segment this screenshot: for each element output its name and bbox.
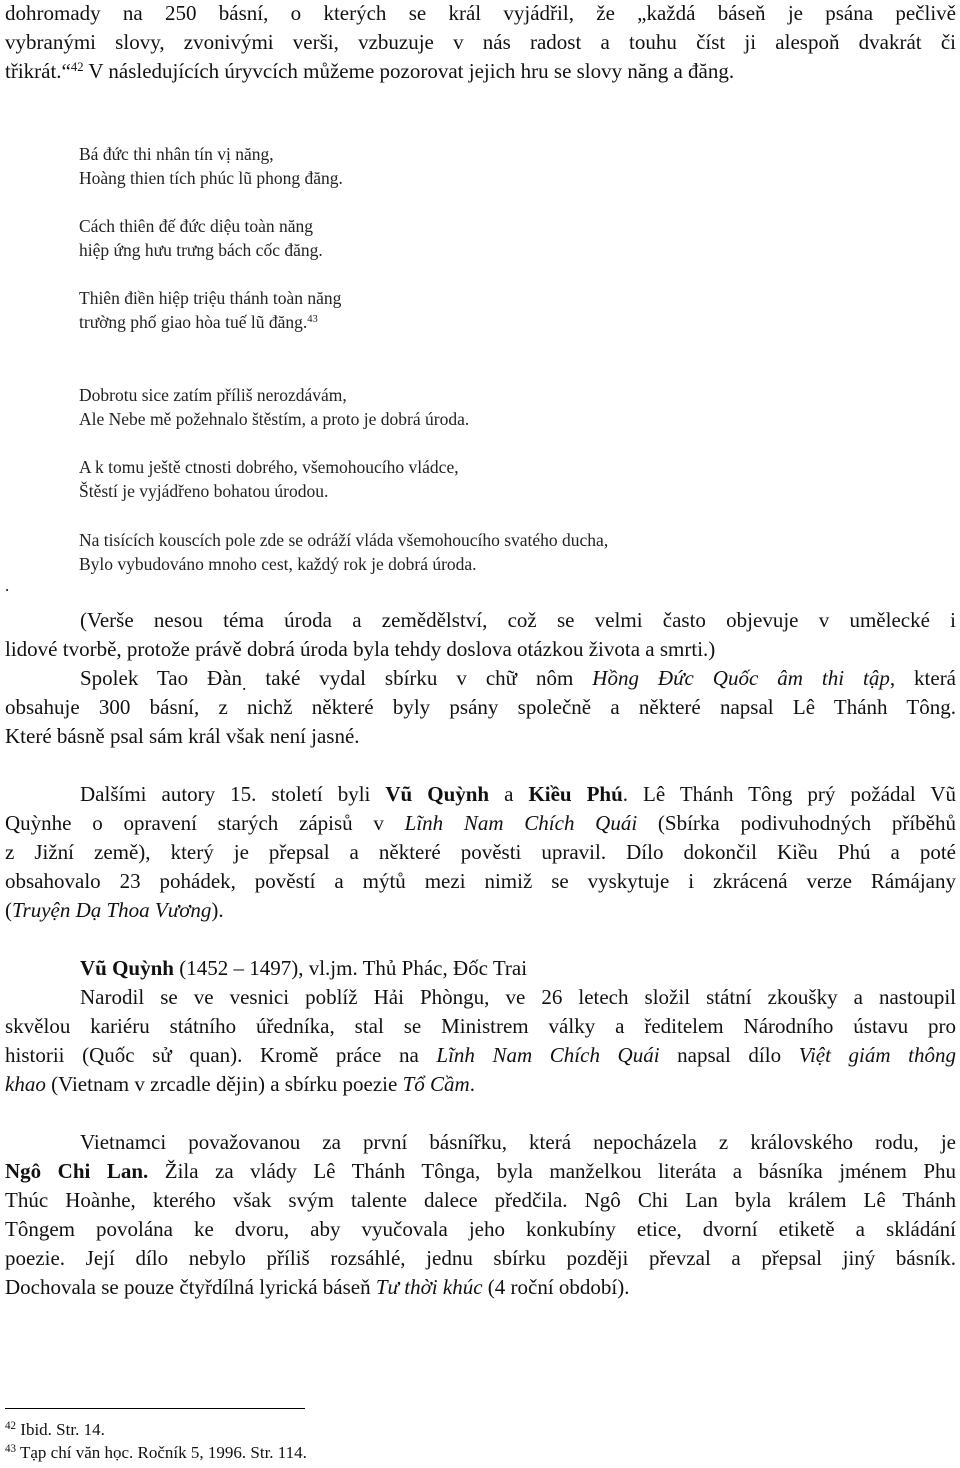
intro-text: V následujících úryvcích můžeme pozorovat jejich hru se slovy năng a đăng.: [83, 59, 735, 83]
intro-line-2: [5, 28, 956, 57]
para-tao-dan-line-3: Které básně psal sám král však není jasné.: [5, 724, 360, 748]
work-title: Lĩnh Nam Chích Quái: [436, 1043, 660, 1067]
para-text: Dochovala se pouze čtyřdílná lyrická báseň: [5, 1275, 376, 1299]
work-title: Tổ Cầm: [402, 1072, 470, 1096]
work-title: Lĩnh Nam Chích Quái: [404, 811, 638, 835]
footnote-text: Tạp chí văn học. Ročník 5, 1996. Str. 114.: [16, 1443, 307, 1462]
para-authors-line-5: [5, 896, 956, 925]
para-text: také vydal sbírku v chữ nôm: [246, 666, 593, 690]
para-text: Žila za vlády Lê Thánh Tônga, byla manželkou literáta a básníka jménem Phu: [148, 1159, 957, 1183]
para-text: Dalšími autory 15. století byli: [80, 782, 386, 806]
footnote-ref[interactable]: 42: [70, 60, 84, 75]
para-authors-line-4: obsahovalo 23 pohádek, pověstí a mýtů mezi nimiž se vyskytuje i zkrácená verze Rámájany: [5, 869, 956, 893]
footnote-number: 42: [5, 1419, 17, 1432]
poem-cs-line: Na tisících kouscích pole zde se odráží vláda všemohoucího svatého ducha,: [79, 530, 609, 550]
para-text: Quỳnhe o opravení starých zápisů v: [5, 811, 405, 835]
author-name: Vũ Quỳnh: [385, 782, 490, 806]
para-text: (4 roční období).: [482, 1275, 630, 1299]
para-ngo-chi-lan-line-3: Thúc Hoànhe, kterého však svým talente dalece předčila. Ngô Chi Lan byla králem Lê Thánh: [5, 1188, 956, 1212]
footnote-text: Ibid. Str. 14.: [16, 1420, 105, 1439]
poem-vi-line: Cách thiên đế đức diệu toàn năng: [79, 216, 313, 236]
poem-cs-line: Štěstí je vyjádřeno bohatou úrodou.: [79, 481, 329, 501]
work-title: Hồng Đức Quốc âm thi tập: [592, 666, 890, 690]
para-text: a: [489, 782, 529, 806]
work-title: khao: [5, 1072, 46, 1096]
stray-dot: .: [242, 674, 247, 695]
para-text: napsal dílo: [659, 1043, 799, 1067]
poem-cs-line: Ale Nebe mě požehnalo štěstím, a proto je dobrá úroda.: [79, 409, 470, 429]
poem-cs-line: A k tomu ještě ctnosti dobrého, všemohoucího vládce,: [79, 457, 459, 477]
work-title: Việt giám thông: [798, 1043, 956, 1067]
para-ngo-chi-lan-line-1: Vietnamci považovanou za první básnířku, která nepocházela z královského rodu, je: [80, 1130, 956, 1154]
poem-cs-line: Bylo vybudováno mnoho cest, každý rok je dobrá úroda.: [79, 554, 477, 574]
author-name: Ngô Chi Lan.: [5, 1159, 149, 1183]
para-text: (Vietnam v zrcadle dějin) a sbírku poezie: [45, 1072, 403, 1096]
para-text: . Lê Thánh Tông prý požádal Vũ: [622, 782, 956, 806]
para-harvest-line-1: (Verše nesou téma úroda a zemědělství, což se velmi často objevuje v umělecké i: [80, 608, 956, 632]
para-ngo-chi-lan-line-6: [5, 1273, 956, 1302]
poem-vi-line: Thiên điền hiệp triệu thánh toàn năng: [79, 288, 342, 308]
para-vu-quynh-line-5: [5, 1070, 956, 1099]
footnote-43: [5, 1443, 307, 1463]
poem-vi-line: Bá đức thi nhân tín vị năng,: [79, 144, 274, 164]
para-text: Spolek Tao Đàn: [80, 666, 243, 690]
intro-text: dohromady na 250 básní, o kterých se král vyjádřil, že „každá báseň je psána pečlivě: [5, 1, 956, 25]
para-ngo-chi-lan-line-4: Tôngem povolána ke dvoru, aby vyučovala jeho konkubíny etice, dvorní etiketě a skládání: [5, 1217, 956, 1241]
para-vu-quynh-line-3: skvělou kariéru státního úředníka, stal se Ministrem války a ředitelem Národního ústavu pro: [5, 1014, 956, 1038]
work-title: Truyện Dạ Thoa Vương: [12, 898, 212, 922]
poem-vi-text: trường phố giao hòa tuế lũ đăng.: [79, 312, 308, 332]
para-text: .: [469, 1072, 475, 1096]
poem-vi-line: hiệp ứng hưu trưng bách cốc đăng.: [79, 240, 323, 260]
intro-text: třikrát.“: [5, 59, 71, 83]
para-harvest-line-2: lidové tvorbě, protože právě dobrá úroda byla tehdy doslova otázkou života a smrti.): [5, 637, 716, 661]
para-ngo-chi-lan-line-5: poezie. Její dílo nebylo příliš rozsáhlé, jednu sbírku později převzal a přepsal jiný básník.: [5, 1246, 956, 1270]
intro-line-1: [5, 0, 956, 28]
para-text: , která: [889, 666, 957, 690]
para-vu-quynh-line-4: [5, 1041, 956, 1070]
para-tao-dan-line-2: obsahuje 300 básní, z nichž některé byly psány společně a některé napsal Lê Thánh Tông.: [5, 695, 956, 719]
poem-vi-line: Hoàng thien tích phúc lũ phong đăng.: [79, 168, 343, 188]
footnote-42: [5, 1420, 105, 1440]
footnote-ref[interactable]: 43: [307, 314, 318, 326]
para-vu-quynh-line-2: Narodil se ve vesnici poblíž Hải Phòngu, ve 26 letech složil státní zkoušky a nastoupil: [80, 985, 956, 1009]
stray-dot: .: [5, 576, 10, 595]
poem-cs-line: Dobrotu sice zatím příliš nerozdávám,: [79, 385, 347, 405]
para-ngo-chi-lan-line-2: [5, 1157, 956, 1186]
para-text: (1452 – 1497), vl.jm. Thủ Phác, Đốc Trai: [173, 956, 528, 980]
intro-line-3: [5, 57, 956, 86]
para-text: (Sbírka podivuhodných příběhů: [637, 811, 957, 835]
footnote-number: 43: [5, 1442, 17, 1455]
para-authors-line-2: [5, 809, 956, 838]
poem-vi-line: [79, 310, 318, 334]
work-title: Tư thời khúc: [375, 1275, 483, 1299]
author-name: Kiều Phú: [528, 782, 623, 806]
footnote-divider: [5, 1408, 305, 1409]
intro-text: vybranými slovy, zvonivými verši, vzbuzuje v nás radost a touhu číst ji alespoň dvakrát či: [5, 30, 956, 54]
para-text: historii (Quốc sử quan). Kromě práce na: [5, 1043, 437, 1067]
para-vu-quynh-line-1: [80, 954, 956, 983]
para-authors-line-1: [80, 780, 956, 809]
para-text: (: [5, 898, 12, 922]
para-authors-line-3: z Jižní země), který je přepsal a některé pověsti upravil. Dílo dokončil Kiều Phú a poté: [5, 840, 956, 864]
author-name: Vũ Quỳnh: [80, 956, 174, 980]
para-text: ).: [211, 898, 224, 922]
